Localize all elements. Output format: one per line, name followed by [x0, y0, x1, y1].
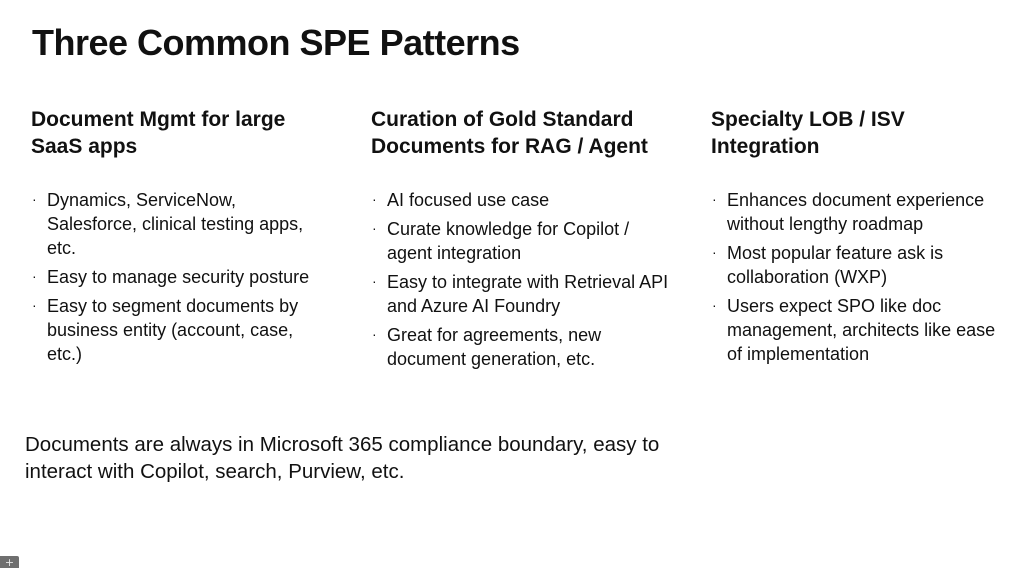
bullet-dot-icon: · — [712, 297, 717, 313]
bullet-dot-icon: · — [372, 220, 377, 236]
bullet-list — [31, 188, 331, 366]
bullet-item — [31, 265, 331, 289]
pattern-column-saas — [31, 106, 331, 371]
pattern-column-lob — [711, 106, 1011, 371]
bullet-item — [371, 217, 671, 265]
bullet-dot-icon: · — [32, 268, 37, 284]
bullet-text: Dynamics, ServiceNow, Salesforce, clinical testing apps, etc. — [47, 190, 304, 258]
bullet-list — [371, 188, 671, 371]
plus-icon[interactable]: + — [0, 556, 19, 568]
bullet-text: Curate knowledge for Copilot / agent integration — [387, 219, 630, 263]
bullet-item — [371, 270, 671, 318]
column-heading: Specialty LOB / ISV Integration — [711, 108, 905, 158]
bullet-item — [371, 323, 671, 371]
pattern-column-rag — [371, 106, 671, 376]
bullet-text: Users expect SPO like doc management, architects like ease of implementation — [727, 296, 996, 364]
bullet-dot-icon: · — [712, 191, 717, 207]
bullet-text: Easy to manage security posture — [47, 267, 310, 287]
bullet-text: Great for agreements, new document generation, etc. — [387, 325, 602, 369]
column-heading: Document Mgmt for large SaaS apps — [31, 108, 286, 158]
bullet-dot-icon: · — [32, 191, 37, 207]
column-heading: Curation of Gold Standard Documents for RAG / Agent — [371, 108, 648, 158]
bullet-dot-icon: · — [712, 244, 717, 260]
footer-note: Documents are always in Microsoft 365 compliance boundary, easy to interact with Copilot, search, Purview, etc. — [25, 433, 660, 483]
bullet-dot-icon: · — [372, 273, 377, 289]
bullet-dot-icon: · — [372, 191, 377, 207]
bullet-text: AI focused use case — [387, 190, 550, 210]
bullet-item — [711, 188, 1011, 236]
bullet-dot-icon: · — [372, 326, 377, 342]
bullet-text: Most popular feature ask is collaboration (WXP) — [727, 243, 944, 287]
bullet-text: Easy to integrate with Retrieval API and Azure AI Foundry — [387, 272, 669, 316]
bullet-text: Easy to segment documents by business entity (account, case, etc.) — [47, 296, 299, 364]
slide-title: Three Common SPE Patterns — [32, 22, 520, 63]
bullet-text: Enhances document experience without lengthy roadmap — [727, 190, 985, 234]
bullet-item — [31, 294, 331, 366]
bullet-item — [711, 241, 1011, 289]
bullet-item — [711, 294, 1011, 366]
bullet-list — [711, 188, 1011, 366]
bullet-item — [371, 188, 671, 212]
bullet-dot-icon: · — [32, 297, 37, 313]
bullet-item — [31, 188, 331, 260]
